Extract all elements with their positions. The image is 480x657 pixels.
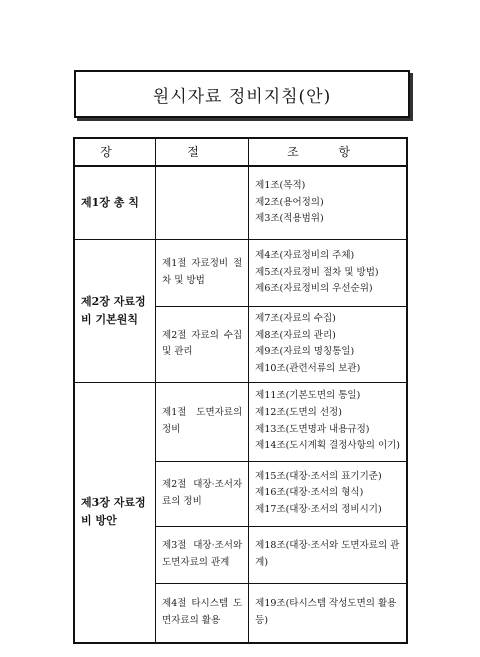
article-item: 제10조(관련서류의 보관) <box>255 362 361 374</box>
section-cell: 제4절 타시스템 도면자료의 활용 <box>156 583 249 643</box>
chapter-cell: 제3장 자료정비 방안 <box>74 382 156 643</box>
section-cell: 제3절 대장·조서와 도면자료의 관계 <box>156 526 249 583</box>
article-item: 제6조(자료정비의 우선순위) <box>255 283 373 295</box>
article-item: 제11조(기본도면의 통일) <box>255 390 361 402</box>
section-cell: 제1절 도면자료의 정비 <box>156 382 249 461</box>
article-item: 제16조(대장·조서의 형식) <box>255 487 364 499</box>
article-item: 제13조(도면명과 내용규정) <box>255 423 370 435</box>
articles-cell <box>249 382 407 461</box>
section-cell <box>156 166 249 240</box>
header-articles: 조 항 <box>249 138 407 166</box>
article-item: 제7조(자료의 수집) <box>255 313 336 324</box>
header-section: 절 <box>156 138 249 166</box>
article-item: 제8조(자료의 관리) <box>255 329 336 341</box>
section-cell: 제2절 자료의 수집 및 관리 <box>156 307 249 383</box>
section-cell: 제1절 자료정비 절차 및 방법 <box>156 240 249 307</box>
article-item: 제1조(목적) <box>255 180 306 192</box>
table-row <box>74 382 407 461</box>
article-item: 제4조(자료정비의 주체) <box>255 250 355 262</box>
table-header-row <box>74 138 407 166</box>
table-row <box>74 166 407 240</box>
articles-cell <box>249 461 407 526</box>
article-item: 제3조(적용범위) <box>255 213 324 225</box>
document-title: 원시자료 정비지침(안) <box>74 70 410 118</box>
articles-cell <box>249 240 407 307</box>
articles-cell <box>249 526 407 583</box>
article-item: 제19조(타시스템 작성도면의 활용등) <box>255 597 397 626</box>
article-item: 제18조(대장·조서와 도면자료의 관계) <box>255 539 400 568</box>
chapter-cell: 제2장 자료정비 기본원칙 <box>74 240 156 383</box>
article-item: 제12조(도면의 선정) <box>255 406 342 418</box>
section-cell: 제2절 대장·조서자료의 정비 <box>156 461 249 526</box>
article-item: 제17조(대장·조서의 정비시기) <box>255 503 382 515</box>
table-row <box>74 240 407 307</box>
article-item: 제9조(자료의 명칭통일) <box>255 346 355 358</box>
articles-cell <box>249 583 407 643</box>
header-chapter: 장 <box>74 138 156 166</box>
article-item: 제14조(도시계획 결정사항의 이기) <box>255 440 400 452</box>
articles-cell <box>249 307 407 383</box>
chapter-cell: 제1장 총 칙 <box>74 166 156 240</box>
articles-cell <box>249 166 407 240</box>
article-item: 제5조(자료정비 절차 및 방법) <box>255 266 379 278</box>
regulation-structure-table <box>73 137 408 644</box>
article-item: 제2조(용어정의) <box>255 196 324 208</box>
article-item: 제15조(대장·조서의 표기기준) <box>255 470 382 482</box>
